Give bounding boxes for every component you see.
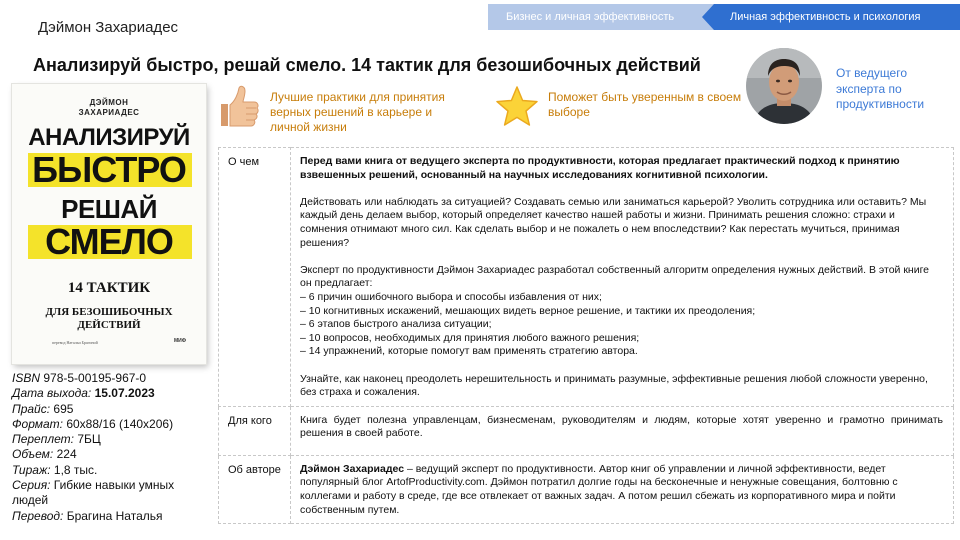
author-bio-name: Дэймон Захариадес <box>300 462 405 475</box>
list-item: – 14 упражнений, которые помогут вам применять стратегию автора. <box>300 345 638 358</box>
feature-text: Поможет быть уверенным в своем выборе <box>548 90 742 119</box>
book-cover <box>12 84 206 364</box>
list-item: – 10 когнитивных искажений, мешающих видеть верное решение, и тактики их преодоления; <box>300 304 756 317</box>
about-text <box>291 148 954 407</box>
about-lead: Перед вами книга от ведущего эксперта по продуктивности, которая предлагает практический подход к принятию взвешенных решений, основанный на научных исследованиях когнитивной психологии. <box>300 155 900 181</box>
cover-word-3: РЕШАЙ <box>61 194 157 224</box>
row-label-author: Об авторе <box>219 455 291 523</box>
about-paragraph: Действовать или наблюдать за ситуацией? Создавать семью или заниматься карьерой? Уволить сотрудника или оставить? Мы каждый день делаем выбор, который определяет качество нашей работы и жизни. Принимать решения сложно: страхи и сомнения отнимают много сил. Как сделать выбор и не пожалеть о нем впоследствии? Как перестать мучиться, принимая решения? <box>300 195 927 249</box>
meta-isbn: ISBN 978-5-00195-967-0 <box>12 371 147 385</box>
expert-label: От ведущего эксперта по продуктивности <box>836 66 925 111</box>
cover-translator: перевод Натальи Брагиной <box>52 340 98 345</box>
author-bio-text: Дэймон Захариадес – ведущий эксперт по продуктивности. Автор книг об управлении и личной эффективности, ведет популярный блог ArtofProductivity.com. Дэймон потратил долгие годы на бесконечные и ненужные совещания, болтовню с коллегами и работу в среде, где все отвлекает от важных задач. А потом решил сбежать из корпоративного мира и пойти собственным путем. <box>291 455 954 523</box>
feature-confidence <box>494 84 748 130</box>
meta-format: Формат: 60x88/16 (140x206) <box>12 416 174 431</box>
cover-subtitle-1: 14 ТАКТИК <box>67 280 151 296</box>
list-item: – 6 этапов быстрого анализа ситуации; <box>300 318 492 331</box>
cover-word-1: АНАЛИЗИРУЙ <box>28 124 190 151</box>
row-label-audience: Для кого <box>219 406 291 455</box>
cover-subtitle-2: ДЛЯ БЕЗОШИБОЧНЫХ ДЕЙСТВИЙ <box>45 306 173 331</box>
about-paragraph: Узнайте, как наконец преодолеть нерешительность и принимать разумные, эффективные решения любой сложности уверенно, без страха и сожаления. <box>300 372 928 399</box>
breadcrumb-category[interactable]: Бизнес и личная эффективность <box>488 4 714 30</box>
avatar <box>746 48 822 124</box>
meta-binding: Переплет: 7БЦ <box>12 432 101 447</box>
meta-volume: Объем: 224 <box>12 447 77 462</box>
meta-release: Дата выхода: 15.07.2023 <box>12 386 155 401</box>
book-metadata <box>12 371 212 524</box>
description-table <box>218 147 954 524</box>
page-title: Анализируй быстро, решай смело. 14 тактик для безошибочных действий <box>33 55 701 75</box>
table-row <box>219 455 954 523</box>
meta-translation: Перевод: Брагина Наталья <box>12 508 163 523</box>
author-name: Дэймон Захариадес <box>38 19 179 36</box>
cover-author: ДЭЙМОН ЗАХАРИАДЕС <box>78 98 140 117</box>
thumbs-up-icon <box>216 84 262 130</box>
meta-series: Серия: Гибкие навыки умных людей <box>12 478 175 508</box>
cover-word-2: БЫСТРО <box>32 149 186 190</box>
about-paragraph: Эксперт по продуктивности Дэймон Захариадес разработал собственный алгоритм определения нужных действий. В этой книге он предлагает: – 6 причин ошибочного выбора и способы избавления от них; – 10 когнитивных искажений, мешающих видеть верное решение, и тактики их преодоления; – 6 этапов быстрого анализа ситуации; – 10 вопросов, необходимых для принятия любого важного решения; – 14 упражнений, которые помогут вам применять стратегию автора. <box>300 263 930 358</box>
cover-word-4: СМЕЛО <box>45 221 173 262</box>
meta-price: Прайс: 695 <box>12 401 74 416</box>
list-item: – 6 причин ошибочного выбора и способы избавления от них; <box>300 290 602 303</box>
feature-best-practices <box>216 84 470 135</box>
meta-print-run: Тираж: 1,8 тыс. <box>12 462 98 477</box>
breadcrumb <box>488 4 960 30</box>
table-row <box>219 148 954 407</box>
feature-text: Лучшие практики для принятия верных решений в карьере и личной жизни <box>270 90 445 134</box>
breadcrumb-subcategory[interactable]: Личная эффективность и психология <box>714 4 960 30</box>
row-label-about: О чем <box>219 148 291 407</box>
table-row <box>219 406 954 455</box>
author-photo <box>746 48 822 124</box>
audience-text: Книга будет полезна управленцам, бизнесменам, руководителям и людям, которые хотят уверенно и грамотно принимать решения в своей работе. <box>291 406 954 455</box>
list-item: – 10 вопросов, необходимых для принятия любого важного решения; <box>300 331 640 344</box>
star-icon <box>494 84 540 130</box>
publisher-logo: МИФ <box>173 338 186 344</box>
